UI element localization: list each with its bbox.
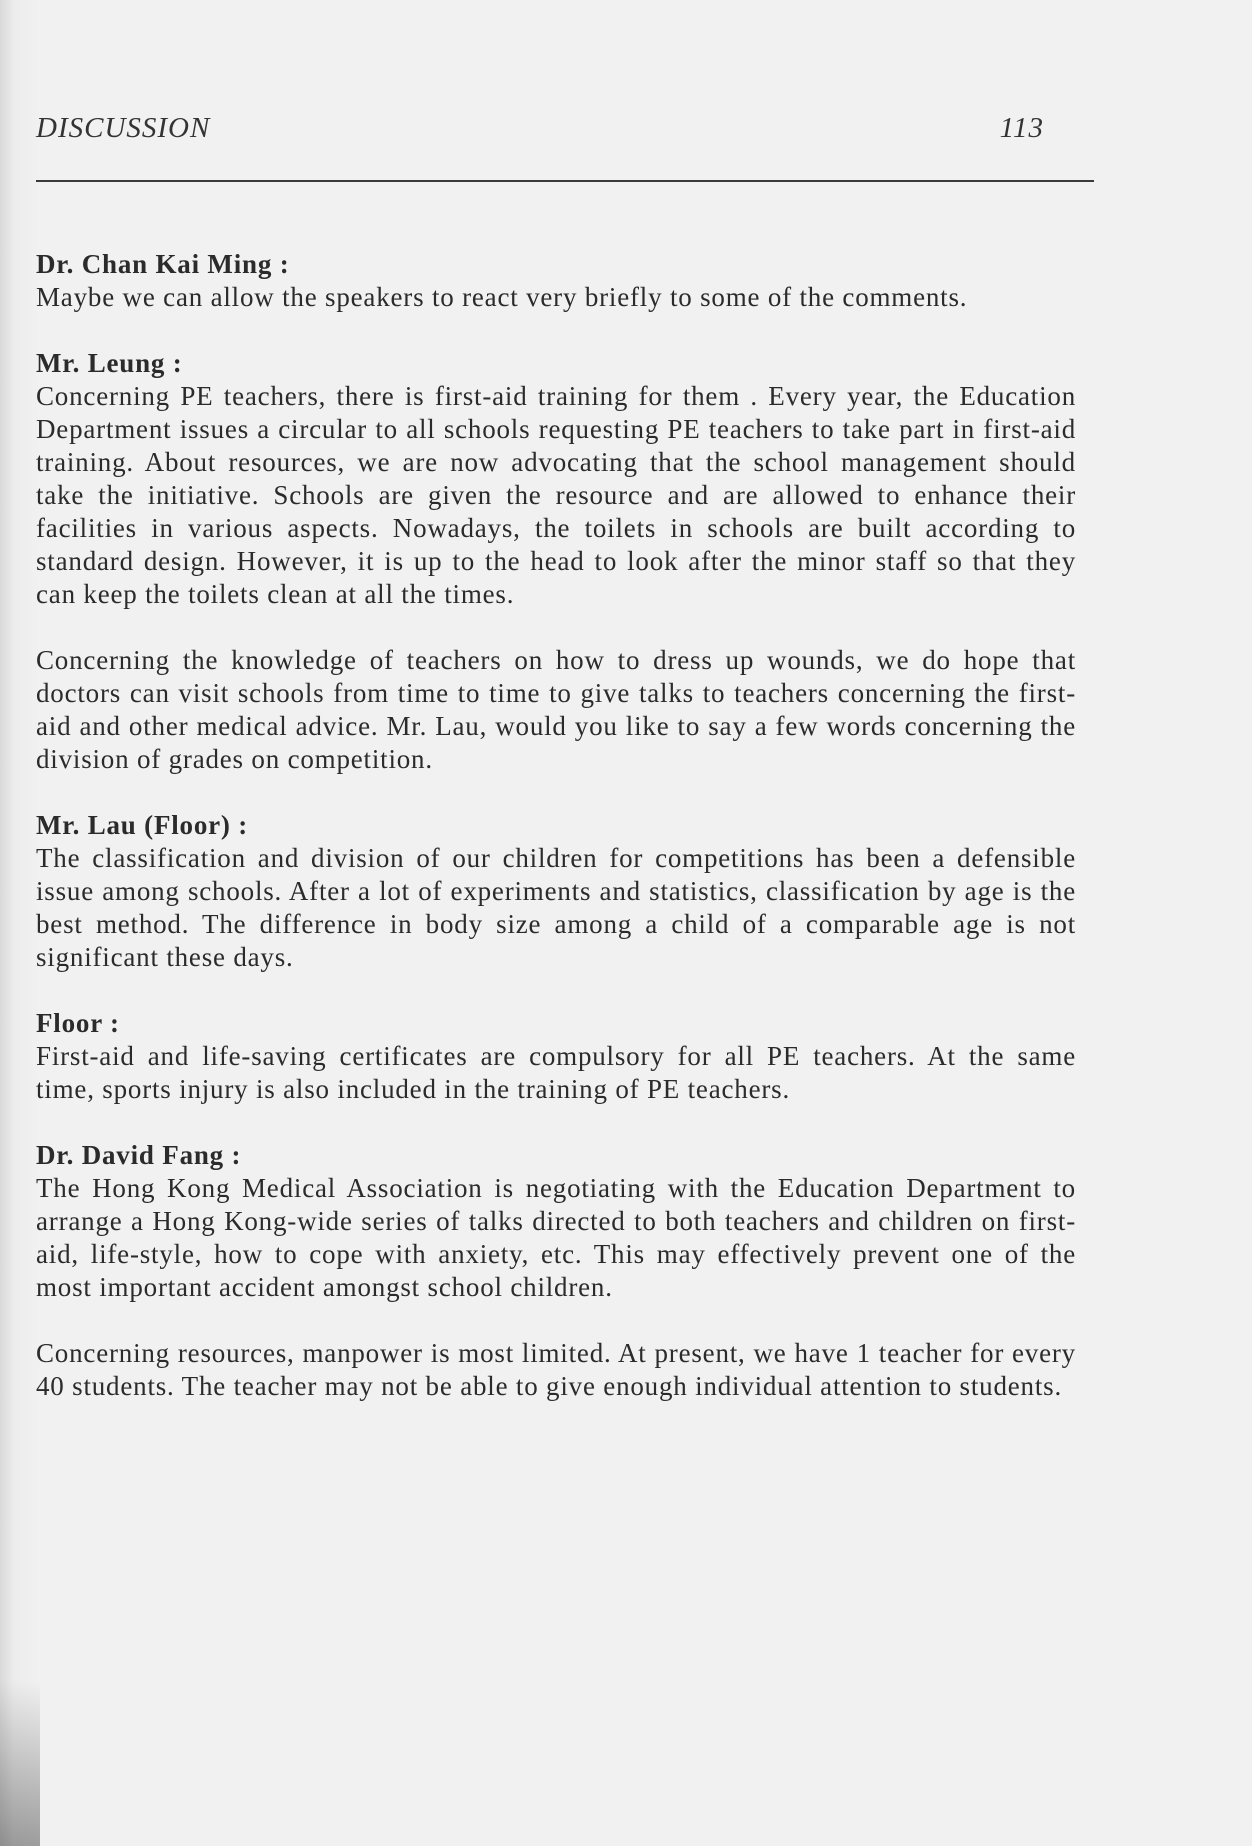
entry-floor (36, 1007, 1076, 1106)
page-number: 113 (999, 112, 1044, 144)
entry-lau-floor (36, 809, 1076, 974)
speaker-name: Mr. Lau (Floor) : (36, 810, 249, 840)
speaker-name: Dr. David Fang : (36, 1140, 242, 1170)
speaker-name: Floor : (36, 1008, 120, 1038)
speech-paragraph: Maybe we can allow the speakers to react very briefly to some of the comments. (36, 282, 968, 312)
entry-leung (36, 347, 1076, 611)
entry-david-fang-continued (36, 1337, 1076, 1403)
entry-chan-kai-ming (36, 248, 1076, 314)
speech-paragraph: First-aid and life-saving certificates are compulsory for all PE teachers. At the same time, sports injury is also included in the training of PE teachers. (36, 1041, 1076, 1104)
discussion-transcript (36, 248, 1076, 1436)
speech-paragraph: The Hong Kong Medical Association is negotiating with the Education Department to arrange a Hong Kong-wide series of talks directed to both teachers and children on first-aid, life-style, how to cope with anxiety, etc. This may effectively prevent one of the most important accident amongst school children. (36, 1173, 1076, 1302)
running-head (36, 112, 1044, 152)
header-rule (36, 180, 1094, 182)
speaker-name: Dr. Chan Kai Ming : (36, 249, 290, 279)
spine-shadow (0, 1680, 40, 1846)
speech-paragraph: Concerning PE teachers, there is first-aid training for them . Every year, the Education Department issues a circular to all schools requesting PE teachers to take part in first-aid training. About resources, we are now advocating that the school management should take the initiative. Schools are given the resource and are allowed to enhance their facilities in various aspects. Nowadays, the toilets in schools are built according to standard design. However, it is up to the head to look after the minor staff so that they can keep the toilets clean at all the times. (36, 381, 1076, 609)
speech-paragraph: The classification and division of our children for competitions has been a defensible issue among schools. After a lot of experiments and statistics, classification by age is the best method. The difference in body size among a child of a comparable age is not significant these days. (36, 843, 1076, 972)
speaker-name: Mr. Leung : (36, 348, 183, 378)
entry-david-fang (36, 1139, 1076, 1304)
entry-leung-continued (36, 644, 1076, 776)
section-title: DISCUSSION (36, 112, 211, 144)
speech-paragraph: Concerning the knowledge of teachers on how to dress up wounds, we do hope that doctors can visit schools from time to time to give talks to teachers concerning the first-aid and other medical advice. Mr. Lau, would you like to say a few words concerning the division of grades on competition. (36, 645, 1076, 774)
speech-paragraph: Concerning resources, manpower is most limited. At present, we have 1 teacher for every 40 students. The teacher may not be able to give enough individual attention to students. (36, 1338, 1076, 1401)
